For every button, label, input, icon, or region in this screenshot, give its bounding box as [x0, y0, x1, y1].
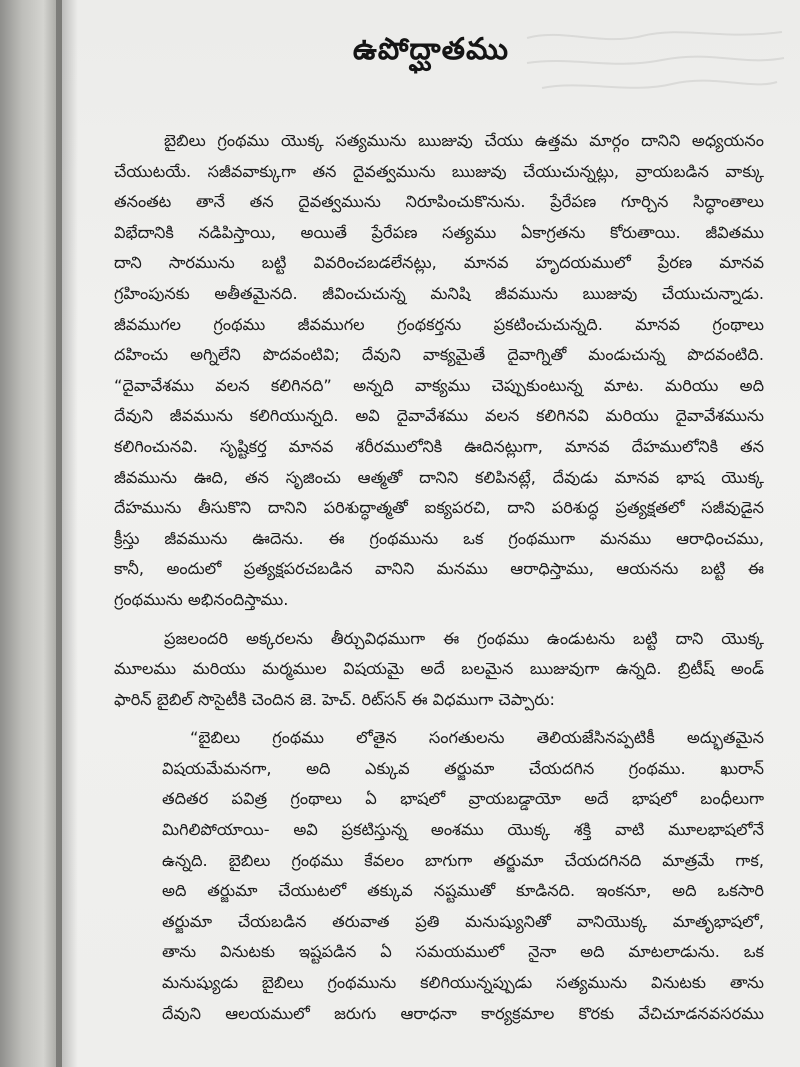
text-line: కానీ, అందులో ప్రత్యక్షపరచబడిన వానిని మనము ఆరాధిస్తాము, ఆయనను బట్టి ఈ [114, 559, 764, 579]
quote-line: తాను వినుటకు ఇష్టపడిన ఏ సమయములో నైనా అది మాటలాడును. ఒక [162, 942, 764, 962]
text-line: దేవుని జీవమును కలిగియున్నది. అవి దైవావేశము వలన కలిగినవి మరియు దైవావేశమును [114, 406, 764, 426]
text-line: దాని సారమును బట్టి వివరించబడలేనట్లు, మానవ హృదయములో ప్రేరణ మానవ [114, 253, 764, 273]
text-line: గ్రహింపునకు అతీతమైనది. జీవించుచున్న మనిషి జీవమును ఋజువు చేయుచున్నాడు. [114, 283, 764, 303]
quote-line: తర్జుమా చేయబడిన తరువాత ప్రతి మనుష్యునితో వానియొక్క మాతృభాషలో, [162, 911, 764, 931]
quote-line: అది తర్జుమా చేయుటలో తక్కువ నష్టముతో కూడినది. ఇంకనూ, అది ఒకసారి [162, 881, 764, 901]
text-line: విభేదానికి నడిపిస్తాయి, అయితే ప్రేరేపణ సత్యము ఏకాగ్రతను కోరుతాయి. జీవితము [114, 222, 764, 242]
text-line: మూలము మరియు మర్మముల విషయమై అదే బలమైన ఋజువుగా ఉన్నది. బ్రిటీష్ అండ్ [114, 659, 764, 679]
text-line: తనంతట తానే తన దైవత్వమును నిరూపించుకొనును. ప్రేరేపణ గూర్చిన సిద్ధాంతాలు [114, 192, 764, 212]
quote-line: మిగిలిపోయాయి- అవి ప్రకటిస్తున్న అంశము యొక్క శక్తి వాటి మూలభాషలోనే [162, 820, 764, 840]
quote-line: విషయమేమనగా, అది ఎక్కువ తర్జుమా చేయదగిన గ్రంథము. ఖురాన్ [162, 758, 764, 778]
text-line: జీవమును ఊది, తన సృజించు ఆత్మతో దానిని కలిపినట్లే, దేవుడు మానవ భాష యొక్క [114, 467, 764, 487]
text-line: ప్రజలందరి అక్కరలను తీర్చువిధముగా ఈ గ్రంథము ఉండుటను బట్టి దాని యొక్క [164, 628, 764, 648]
text-line: బైబిలు గ్రంథము యొక్క సత్యమును ఋజువు చేయు ఉత్తమ మార్గం దానిని అధ్యయనం [164, 131, 764, 150]
block-quote [114, 723, 764, 1029]
text-line: ఫారిన్ బైబిల్ సొసైటీకి చెందిన జె. హెచ్. రిట్‌సన్ ఈ విధముగా చెప్పారు: [114, 689, 555, 709]
page-title: ఉపోద్ఘాతము [352, 32, 510, 67]
page-body [114, 126, 764, 1029]
text-line: దహించు అగ్నిలేని పొదవంటివి; దేవుని వాక్యమైతే దైవాగ్నితో మండుచున్న పొదవంటిది. [114, 345, 764, 365]
quote-line: ఉన్నది. బైబిలు గ్రంథము కేవలం బాగుగా తర్జుమా చేయదగినది మాత్రమే గాక, [162, 850, 764, 870]
text-line: దేహమును తీసుకొని దానిని పరిశుద్ధాత్మతో ఐక్యపరచి, దాని పరిశుద్ధ ప్రత్యక్షతలో సజీవుడైన [114, 498, 764, 518]
quote-line: “బైబిలు గ్రంథము లోతైన సంగతులను తెలియజేసినప్పటికీ అద్భుతమైన [190, 728, 764, 748]
paragraph-2 [114, 624, 764, 716]
text-line: గ్రంథమును అభినందిస్తాము. [114, 589, 289, 609]
text-line: “దైవావేశము వలన కలిగినది” అన్నది వాక్యము చెప్పుకుంటున్న మాట. మరియు అది [114, 375, 764, 395]
quote-line: మనుష్యుడు బైబిలు గ్రంథమును కలిగియున్నప్పుడు సత్యమును వినుటకు తాను [162, 973, 764, 993]
text-line: జీవముగల గ్రంథము జీవముగల గ్రంథకర్తను ప్రకటించుచున్నది. మానవ గ్రంథాలు [114, 314, 764, 334]
paragraph-1 [114, 126, 764, 616]
quote-line: దేవుని ఆలయములో జరుగు ఆరాధనా కార్యక్రమాల కొరకు వేచిచూడనవసరము [162, 1003, 764, 1023]
quote-line: తదితర పవిత్ర గ్రంథాలు ఏ భాషలో వ్రాయబడ్డాయో అదే భాషలో బంధీలుగా [162, 789, 764, 809]
text-line: క్రీస్తు జీవమును ఊదెను. ఈ గ్రంథమును ఒక గ్రంథముగా మనము ఆరాధించము, [114, 528, 764, 548]
left-page-edge [0, 0, 62, 1067]
text-line: చేయుటయే. సజీవవాక్కుగా తన దైవత్వమును ఋజువు చేయుచున్నట్లు, వ్రాయబడిన వాక్కు [114, 161, 764, 181]
book-page [62, 0, 800, 1067]
gutter-shadow [56, 0, 78, 1067]
text-line: కలిగించునవి. సృష్టికర్త మానవ శరీరములోనికి ఊదినట్లుగా, మానవ దేహములోనికి తన [114, 436, 764, 456]
